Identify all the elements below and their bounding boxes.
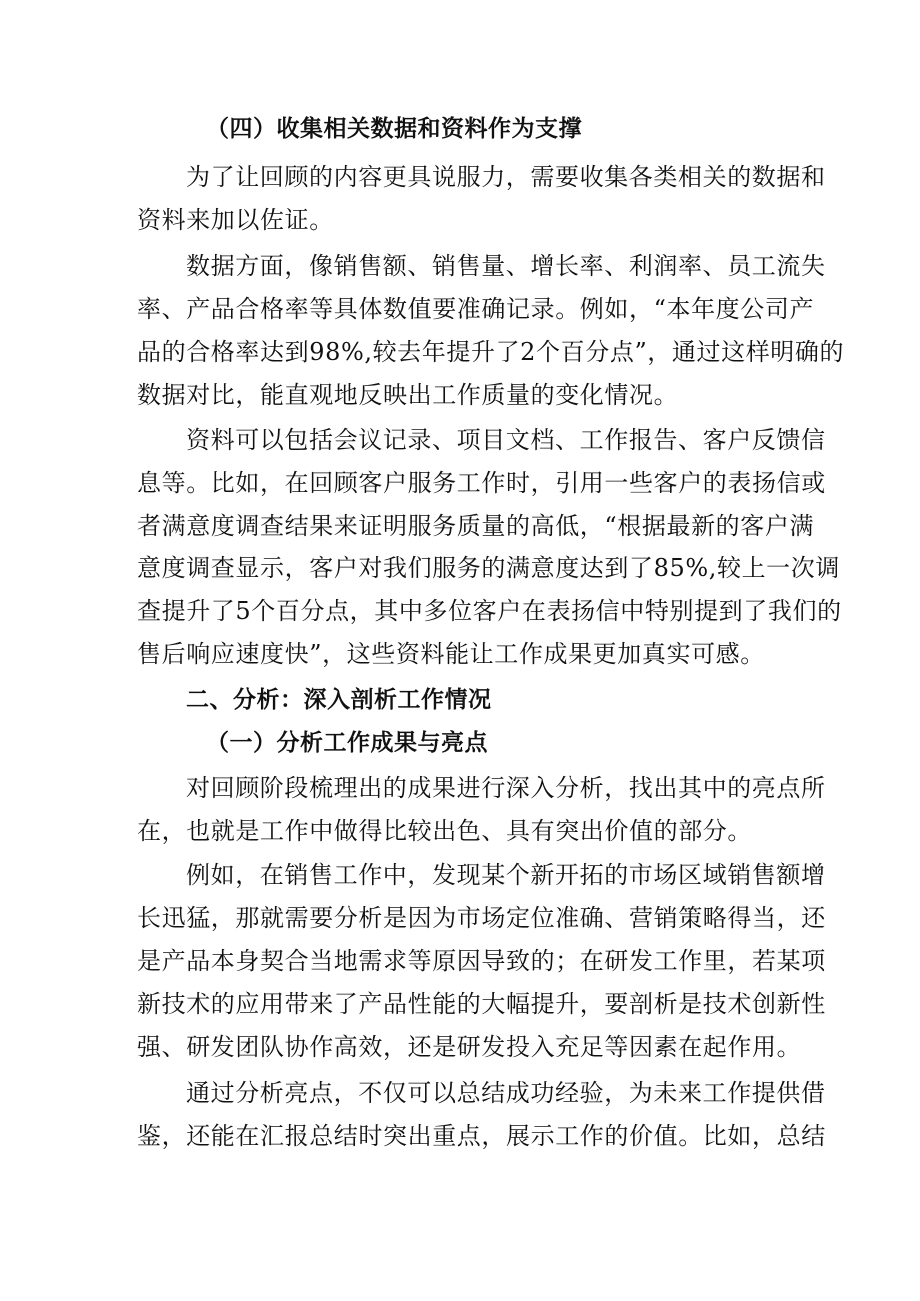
paragraph-line: 数据方面，像销售额、销售量、增长率、利润率、员工流失 — [186, 252, 826, 280]
section-heading-achievements: （一）分析工作成果与亮点 — [206, 730, 488, 756]
paragraph-line: 通过分析亮点，不仅可以总结成功经验，为未来工作提供借 — [186, 1079, 826, 1107]
paragraph-line: 鉴，还能在汇报总结时突出重点，展示工作的价值。比如，总结 — [137, 1122, 826, 1150]
paragraph-line: 强、研发团队协作高效，还是研发投入充足等因素在起作用。 — [137, 1033, 802, 1061]
paragraph-line: 资料可以包括会议记录、项目文档、工作报告、客户反馈信 — [186, 426, 826, 454]
paragraph-line: 例如，在销售工作中，发现某个新开拓的市场区域销售额增 — [186, 861, 826, 889]
paragraph-line: 长迅猛，那就需要分析是因为市场定位准确、营销策略得当，还 — [137, 904, 826, 932]
paragraph-line: 售后响应速度快”，这些资料能让工作成果更加真实可感。 — [137, 640, 765, 668]
paragraph-line: 数据对比，能直观地反映出工作质量的变化情况。 — [137, 381, 679, 409]
paragraph-line: 率、产品合格率等具体数值要准确记录。例如，“本年度公司产 — [137, 295, 815, 323]
paragraph-line: 查提升了5个百分点，其中多位客户在表扬信中特别提到了我们的 — [137, 597, 842, 625]
chapter-heading-analysis: 二、分析：深入剖析工作情况 — [186, 687, 492, 713]
paragraph-line: 者满意度调查结果来证明服务质量的高低，“根据最新的客户满 — [137, 512, 815, 540]
paragraph-line: 是产品本身契合当地需求等原因导致的；在研发工作里，若某项 — [137, 947, 826, 975]
section-heading-collect-data: （四）收集相关数据和资料作为支撑 — [206, 116, 582, 142]
paragraph-line: 品的合格率达到98%,较去年提升了2个百分点”，通过这样明确的 — [137, 338, 845, 366]
paragraph-line: 为了让回顾的内容更具说服力，需要收集各类相关的数据和 — [186, 163, 826, 191]
paragraph-line: 在，也就是工作中做得比较出色、具有突出价值的部分。 — [137, 817, 752, 845]
paragraph-line: 新技术的应用带来了产品性能的大幅提升，要剖析是技术创新性 — [137, 990, 826, 1018]
paragraph-line: 资料来加以佐证。 — [137, 206, 334, 234]
paragraph-line: 对回顾阶段梳理出的成果进行深入分析，找出其中的亮点所 — [186, 774, 826, 802]
paragraph-line: 息等。比如，在回顾客户服务工作时，引用一些客户的表扬信或 — [137, 469, 826, 497]
paragraph-line: 意度调查显示，客户对我们服务的满意度达到了85%,较上一次调 — [137, 554, 840, 582]
